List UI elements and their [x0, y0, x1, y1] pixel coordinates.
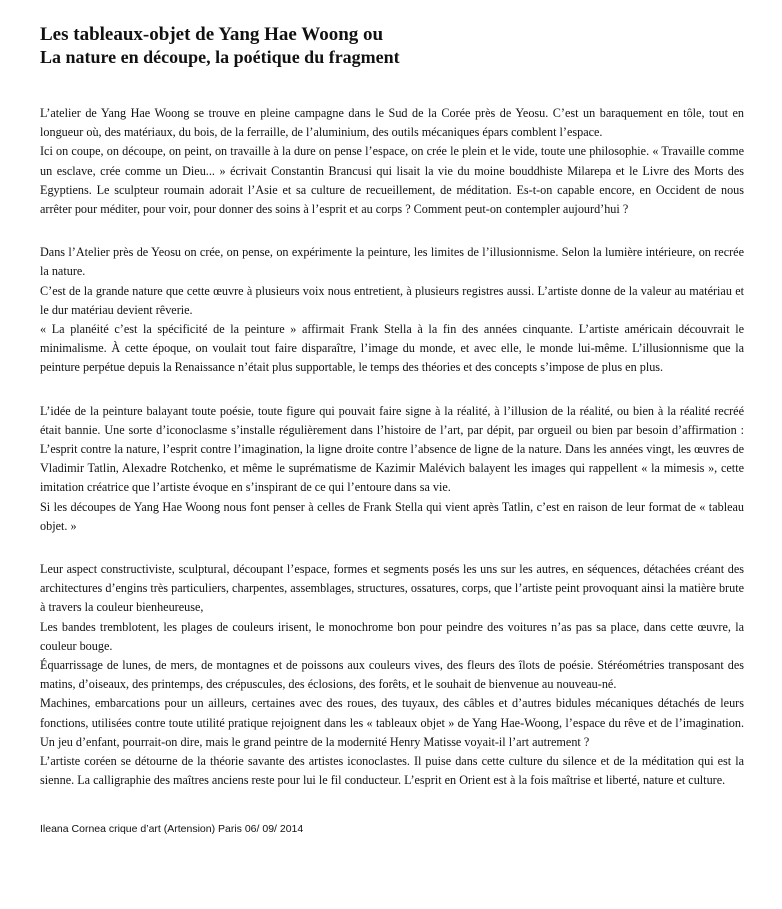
- paragraph: C’est de la grande nature que cette œuvre à plusieurs voix nous entretient, à plusieurs registres aussi. L’artiste donne de la valeur au matériau et le dur matériau devient rêverie.: [40, 283, 744, 317]
- paragraph: Les bandes tremblotent, les plages de couleurs irisent, le monochrome bon pour peindre des voitures n’as pas sa place, dans cette œuvre, la couleur bouge.: [40, 619, 744, 653]
- section-4: [40, 560, 744, 790]
- paragraph: Ici on coupe, on découpe, on peint, on travaille à la dure on pense l’espace, on crée le plein et le vide, toute une philosophie. « Travaille comme un esclave, crée comme un Dieu... » écrivait Constantin Brancusi qui lisait la vie du moine bouddhiste Milarepa et le Livre des Morts des Egyptiens. Le sculpteur roumain adorait l’Asie et sa culture de recueillement, de méditation. Es-t-on capable encore, en Occident de nous arrêter pour méditer, pour voir, pour donner des soins à l’esprit et au corps ? Comment peut-on contempler aujourd’hui ?: [40, 144, 744, 217]
- paragraph: Si les découpes de Yang Hae Woong nous font penser à celles de Frank Stella qui vient après Tatlin, c’est en raison de leur format de « tableau objet. »: [40, 499, 744, 533]
- article: [40, 24, 744, 815]
- article-body: [40, 104, 744, 791]
- signature: Ileana Cornea crique d’art (Artension) Paris 06/ 09/ 2014: [40, 823, 304, 835]
- paragraph: Machines, embarcations pour un ailleurs, certaines avec des roues, des tuyaux, des câbles et d’autres bidules mécaniques détachés de leurs fonctions, utilisées contre toute utilité pratique rejoignent dans les « tableaux objet » de Yang Hae-Woong, l’espace du rêve et de l’imagination. Un jeu d’enfant, pourrait-on dire, mais le grand peintre de la modernité Henry Matisse voyait-il l’art autrement ?: [40, 696, 744, 749]
- section-3: [40, 402, 744, 536]
- paragraph: L’atelier de Yang Hae Woong se trouve en pleine campagne dans le Sud de la Corée près de Yeosu. C’est un baraquement en tôle, tout en longueur où, des matériaux, du bois, de la ferraille, de l’aluminium, des outils mécaniques épars comblent l’espace.: [40, 106, 744, 140]
- paragraph: Dans l’Atelier près de Yeosu on crée, on pense, on expérimente la peinture, les limites de l’illusionnisme. Selon la lumière intérieure, on recrée la nature.: [40, 245, 744, 279]
- paragraph: Leur aspect constructiviste, sculptural, découpant l’espace, formes et segments posés les uns sur les autres, en séquences, détachées créant des architectures d’engins très particuliers, charpentes, assemblages, structures, ossatures, corps, que l’artiste peint provoquant ainsi la matière brute à travers la couleur bienheureuse,: [40, 562, 744, 615]
- paragraph: L’artiste coréen se détourne de la théorie savante des artistes iconoclastes. Il puise dans cette culture du silence et de la méditation qui est la sienne. La calligraphie des maîtres anciens reste pour lui le fil conducteur. L’esprit en Orient est à la fois maîtrise et liberté, nature et culture.: [40, 754, 744, 788]
- paragraph: Équarrissage de lunes, de mers, de montagnes et de poissons aux couleurs vives, des fleurs des îlots de poésie. Stéréométries transposant des matins, d’oiseaux, des printemps, des crépuscules, des éclosions, des forêts, et le souhait de bienvenue au nouveau-né.: [40, 658, 744, 692]
- section-1: [40, 104, 744, 219]
- section-2: [40, 243, 744, 377]
- article-title: Les tableaux-objet de Yang Hae Woong ou: [40, 24, 384, 45]
- paragraph: « La planéité c’est la spécificité de la peinture » affirmait Frank Stella à la fin des années cinquante. L’artiste américain découvrait le minimalisme. À cette époque, on voulait tout faire disparaître, l’image du monde, et avec elle, le monde lui-même. L’illusionnisme que la peinture perpétue depuis la Renaissance n’était plus supportable, le temps des théories et des concepts s’impose de plus en plus.: [40, 322, 744, 375]
- article-subtitle: La nature en découpe, la poétique du fragment: [40, 47, 400, 67]
- paragraph: L’idée de la peinture balayant toute poésie, toute figure qui pouvait faire signe à la réalité, à l’illusion de la réalité, ou bien à la réalité recréé était bannie. Une sorte d’iconoclasme s’installe régulièrement dans l’histoire de l’art, par dépit, par orgueil ou bien par besoin d’affirmation : L’esprit contre la nature, l’esprit contre l’imagination, la ligne droite contre l’absence de ligne de la nature. Dans les années vingt, les œuvres de Vladimir Tatlin, Alexadre Rotchenko, et même le suprématisme de Kazimir Malévich balayent les images qui rappellent « la mimesis », cette imitation créatrice que l’artiste évoque en s’inspirant de ce qui l’entoure dans sa vie.: [40, 403, 744, 495]
